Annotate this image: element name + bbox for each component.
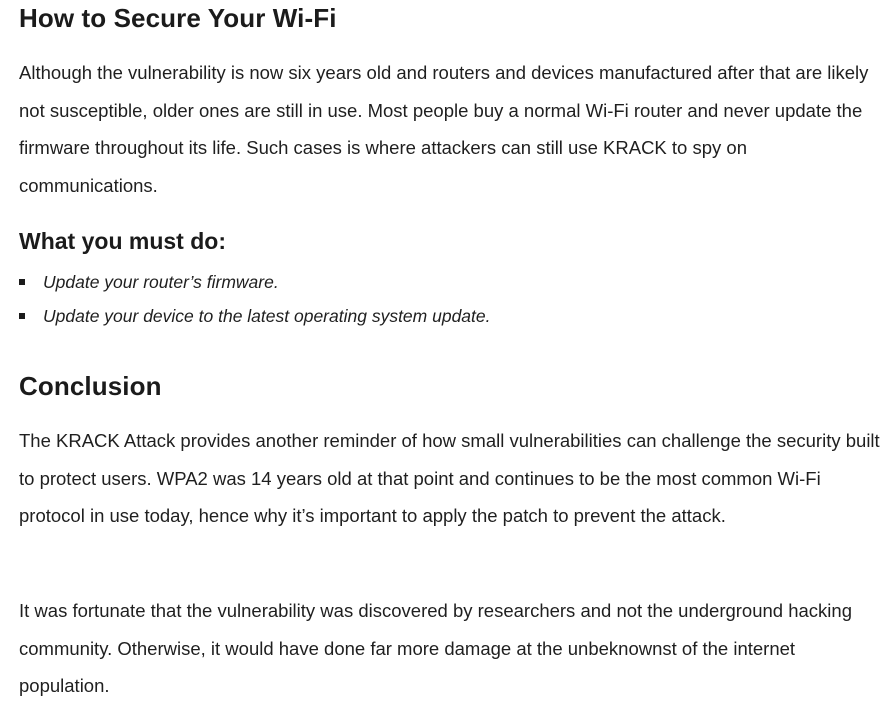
heading-conclusion: Conclusion (19, 371, 162, 401)
paragraph-fortunate-discovery: It was fortunate that the vulnerability was discovered by researchers and not the underground hacking community. Otherwise, it would have done far more damage at the unbeknownst of the internet population. (19, 600, 852, 696)
action-list (19, 265, 491, 333)
list-item (19, 299, 491, 333)
paragraph-krack-reminder: The KRACK Attack provides another reminder of how small vulnerabilities can challenge the security built to protect users. WPA2 was 14 years old at that point and continues to be the most common Wi-Fi protocol in use today, hence why it’s important to apply the patch to prevent the attack. (19, 430, 880, 526)
square-bullet-icon (19, 313, 25, 319)
list-item-text: Update your device to the latest operating system update. (43, 306, 491, 326)
list-item (19, 265, 491, 299)
heading-secure-wifi: How to Secure Your Wi-Fi (19, 3, 337, 33)
square-bullet-icon (19, 279, 25, 285)
list-item-text: Update your router’s firmware. (43, 272, 279, 292)
heading-what-you-must-do: What you must do: (19, 228, 226, 254)
paragraph-vulnerability-age: Although the vulnerability is now six years old and routers and devices manufactured after that are likely not susceptible, older ones are still in use. Most people buy a normal Wi-Fi router and never update the firmware throughout its life. Such cases is where attackers can still use KRACK to spy on communications. (19, 62, 869, 196)
